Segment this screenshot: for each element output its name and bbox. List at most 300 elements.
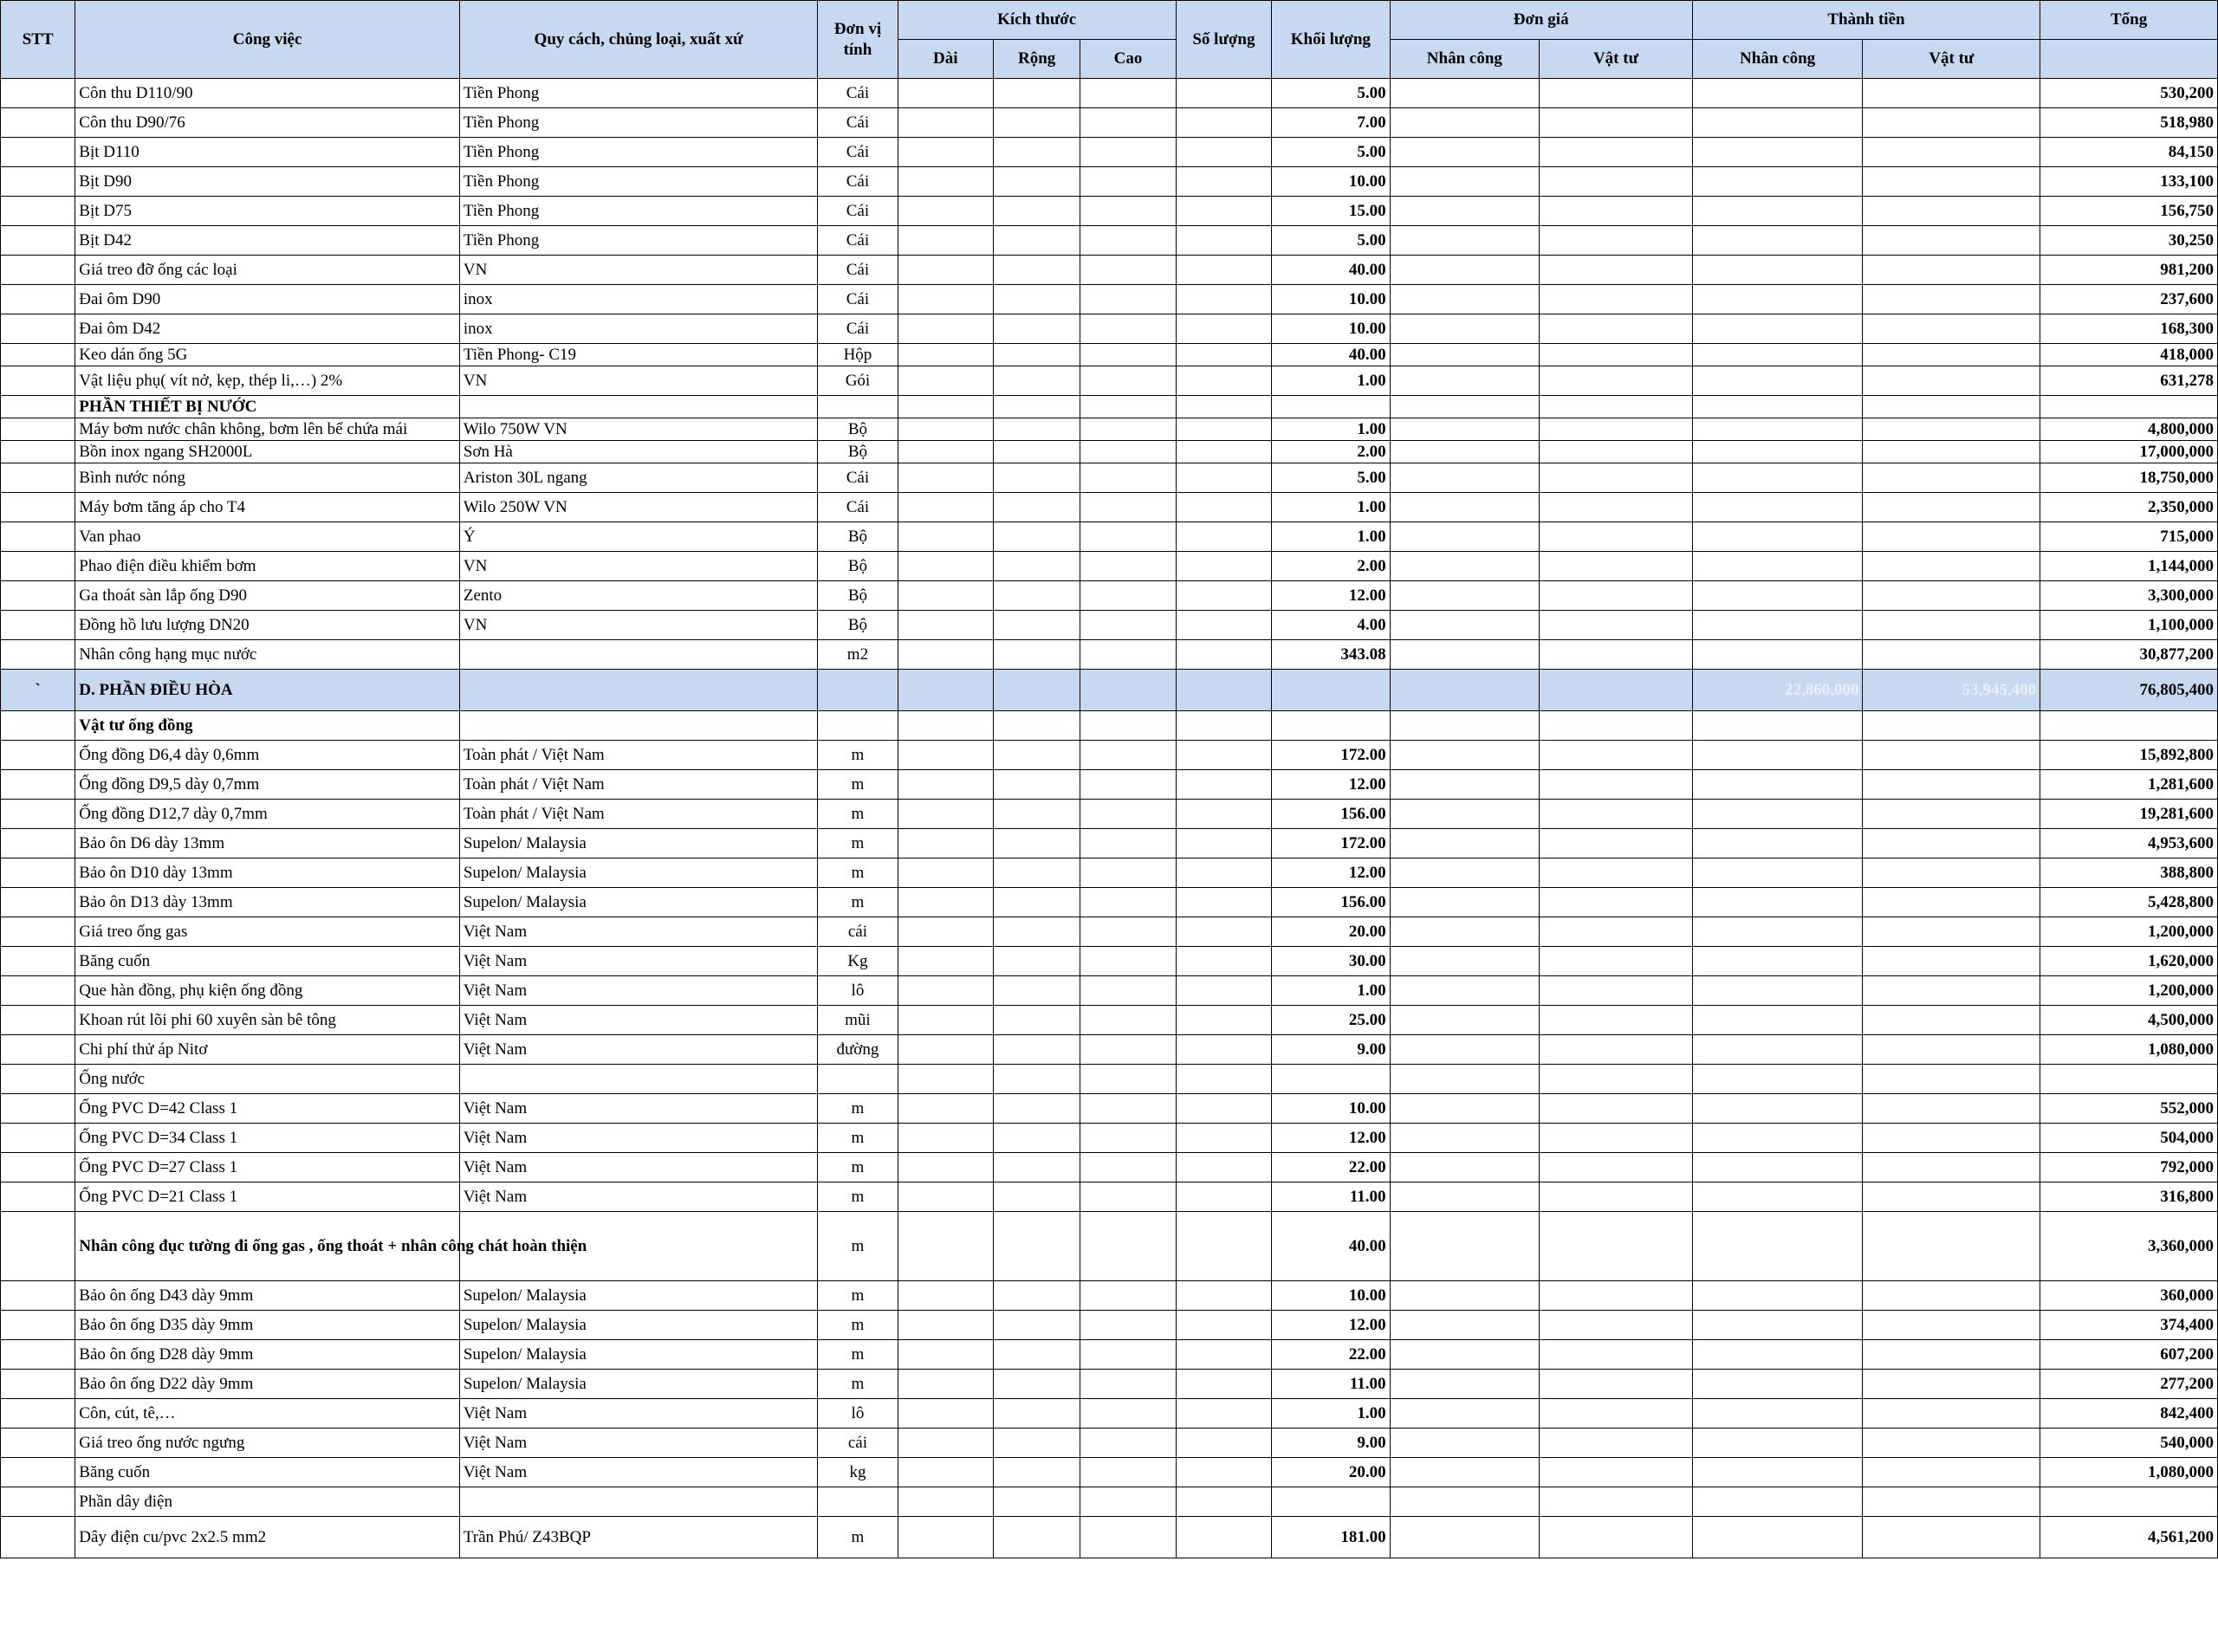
cell-rong[interactable] xyxy=(993,711,1080,741)
cell-thanh-tien-vat-tu[interactable] xyxy=(1863,1153,2040,1182)
cell-quy-cach[interactable]: Việt Nam xyxy=(459,1182,817,1212)
cell-don-gia-nhan-cong[interactable] xyxy=(1390,314,1540,344)
cell-thanh-tien-nhan-cong[interactable] xyxy=(1692,888,1863,917)
cell-quy-cach[interactable]: Ý xyxy=(459,522,817,552)
cell-so-luong[interactable] xyxy=(1176,167,1271,197)
cell-cong-viec[interactable]: Băng cuốn xyxy=(75,1458,460,1487)
cell-dai[interactable] xyxy=(898,493,993,522)
cell-cong-viec[interactable]: Bịt D75 xyxy=(75,197,460,226)
cell-don-vi[interactable] xyxy=(818,1487,898,1517)
header-don-vi[interactable]: Đơn vị tính xyxy=(818,1,898,79)
cell-dai[interactable] xyxy=(898,167,993,197)
cell-tong[interactable]: 1,144,000 xyxy=(2040,552,2218,581)
cell-khoi-luong[interactable]: 7.00 xyxy=(1272,108,1390,138)
cell-rong[interactable] xyxy=(993,1006,1080,1035)
cell-cao[interactable] xyxy=(1080,770,1176,800)
cell-tong[interactable]: 388,800 xyxy=(2040,858,2218,888)
cell-cao[interactable] xyxy=(1080,441,1176,463)
cell-quy-cach[interactable]: VN xyxy=(459,366,817,396)
cell-stt[interactable] xyxy=(1,858,75,888)
cell-tong[interactable]: 3,360,000 xyxy=(2040,1212,2218,1281)
cell-don-gia-nhan-cong[interactable] xyxy=(1390,1094,1540,1124)
cell-thanh-tien-nhan-cong[interactable] xyxy=(1692,917,1863,947)
cell-so-luong[interactable] xyxy=(1176,418,1271,441)
cell-don-gia-nhan-cong[interactable] xyxy=(1390,1006,1540,1035)
cell-thanh-tien-nhan-cong[interactable] xyxy=(1692,552,1863,581)
cell-don-vi[interactable] xyxy=(818,670,898,711)
cell-don-vi[interactable]: Cái xyxy=(818,197,898,226)
cell-tong[interactable]: 1,620,000 xyxy=(2040,947,2218,976)
cell-don-gia-nhan-cong[interactable] xyxy=(1390,441,1540,463)
cell-don-vi[interactable]: Hộp xyxy=(818,344,898,366)
cell-tong[interactable]: 607,200 xyxy=(2040,1340,2218,1370)
cell-so-luong[interactable] xyxy=(1176,226,1271,256)
cell-cong-viec[interactable]: Ống PVC D=42 Class 1 xyxy=(75,1094,460,1124)
cell-khoi-luong[interactable]: 10.00 xyxy=(1272,285,1390,314)
cell-cong-viec[interactable]: Giá treo ống nước ngưng xyxy=(75,1428,460,1458)
cell-thanh-tien-nhan-cong[interactable] xyxy=(1692,1035,1863,1065)
cell-thanh-tien-vat-tu[interactable] xyxy=(1863,1281,2040,1311)
cell-khoi-luong[interactable]: 2.00 xyxy=(1272,441,1390,463)
cell-don-gia-nhan-cong[interactable] xyxy=(1390,858,1540,888)
cell-rong[interactable] xyxy=(993,314,1080,344)
cell-don-gia-nhan-cong[interactable] xyxy=(1390,741,1540,770)
cell-don-gia-vat-tu[interactable] xyxy=(1540,1182,1693,1212)
cell-don-vi[interactable]: Bộ xyxy=(818,418,898,441)
cell-dai[interactable] xyxy=(898,226,993,256)
cell-so-luong[interactable] xyxy=(1176,79,1271,108)
cell-khoi-luong[interactable]: 1.00 xyxy=(1272,522,1390,552)
cell-cong-viec[interactable]: Phần dây điện xyxy=(75,1487,460,1517)
cell-rong[interactable] xyxy=(993,1517,1080,1558)
cell-so-luong[interactable] xyxy=(1176,108,1271,138)
cell-thanh-tien-nhan-cong[interactable] xyxy=(1692,1006,1863,1035)
cell-don-vi[interactable]: Bộ xyxy=(818,611,898,640)
cell-don-vi[interactable]: m xyxy=(818,1182,898,1212)
cell-stt[interactable] xyxy=(1,138,75,167)
cell-don-vi[interactable]: Cái xyxy=(818,79,898,108)
cell-cao[interactable] xyxy=(1080,1065,1176,1094)
cell-cong-viec[interactable]: Bịt D90 xyxy=(75,167,460,197)
cell-rong[interactable] xyxy=(993,858,1080,888)
cell-thanh-tien-vat-tu[interactable] xyxy=(1863,858,2040,888)
cell-khoi-luong[interactable] xyxy=(1272,1065,1390,1094)
cell-don-gia-vat-tu[interactable] xyxy=(1540,858,1693,888)
cell-thanh-tien-vat-tu[interactable] xyxy=(1863,611,2040,640)
cell-khoi-luong[interactable]: 40.00 xyxy=(1272,344,1390,366)
cell-tong[interactable]: 2,350,000 xyxy=(2040,493,2218,522)
cell-quy-cach[interactable]: Wilo 250W VN xyxy=(459,493,817,522)
cell-thanh-tien-vat-tu[interactable] xyxy=(1863,366,2040,396)
cell-tong[interactable]: 374,400 xyxy=(2040,1311,2218,1340)
cell-rong[interactable] xyxy=(993,79,1080,108)
cell-thanh-tien-nhan-cong[interactable]: 22,860,000 xyxy=(1692,670,1863,711)
cell-cong-viec[interactable]: Bảo ôn D6 dày 13mm xyxy=(75,829,460,858)
cell-thanh-tien-vat-tu[interactable] xyxy=(1863,1065,2040,1094)
cell-khoi-luong[interactable]: 22.00 xyxy=(1272,1153,1390,1182)
cell-dai[interactable] xyxy=(898,418,993,441)
cell-thanh-tien-vat-tu[interactable] xyxy=(1863,418,2040,441)
header-tong-blank[interactable] xyxy=(2040,40,2218,79)
cell-stt[interactable] xyxy=(1,829,75,858)
cell-don-gia-vat-tu[interactable] xyxy=(1540,1370,1693,1399)
cell-so-luong[interactable] xyxy=(1176,366,1271,396)
cell-don-vi[interactable] xyxy=(818,396,898,418)
cell-dai[interactable] xyxy=(898,829,993,858)
cell-tong[interactable]: 84,150 xyxy=(2040,138,2218,167)
cell-rong[interactable] xyxy=(993,741,1080,770)
cell-khoi-luong[interactable]: 11.00 xyxy=(1272,1182,1390,1212)
cell-so-luong[interactable] xyxy=(1176,197,1271,226)
cell-dai[interactable] xyxy=(898,1006,993,1035)
cell-thanh-tien-vat-tu[interactable] xyxy=(1863,1487,2040,1517)
cell-rong[interactable] xyxy=(993,888,1080,917)
cell-don-vi[interactable]: m xyxy=(818,800,898,829)
cell-quy-cach[interactable]: Toàn phát / Việt Nam xyxy=(459,770,817,800)
cell-rong[interactable] xyxy=(993,1124,1080,1153)
cell-thanh-tien-nhan-cong[interactable] xyxy=(1692,581,1863,611)
cell-so-luong[interactable] xyxy=(1176,947,1271,976)
cell-don-gia-vat-tu[interactable] xyxy=(1540,493,1693,522)
cell-so-luong[interactable] xyxy=(1176,138,1271,167)
cell-quy-cach[interactable]: Việt Nam xyxy=(459,1124,817,1153)
cell-tong[interactable]: 237,600 xyxy=(2040,285,2218,314)
cell-cong-viec[interactable]: Đồng hồ lưu lượng DN20 xyxy=(75,611,460,640)
cell-rong[interactable] xyxy=(993,1094,1080,1124)
cell-cong-viec[interactable]: Máy bơm nước chân không, bơm lên bể chứa mái xyxy=(75,418,460,441)
cell-thanh-tien-nhan-cong[interactable] xyxy=(1692,344,1863,366)
cell-dai[interactable] xyxy=(898,79,993,108)
header-cong-viec[interactable]: Công việc xyxy=(75,1,460,79)
cell-cao[interactable] xyxy=(1080,226,1176,256)
cell-stt[interactable] xyxy=(1,167,75,197)
cell-cao[interactable] xyxy=(1080,1182,1176,1212)
cell-khoi-luong[interactable]: 1.00 xyxy=(1272,418,1390,441)
cell-rong[interactable] xyxy=(993,1399,1080,1428)
cell-don-gia-nhan-cong[interactable] xyxy=(1390,396,1540,418)
cell-so-luong[interactable] xyxy=(1176,1458,1271,1487)
cell-don-gia-nhan-cong[interactable] xyxy=(1390,917,1540,947)
cell-rong[interactable] xyxy=(993,581,1080,611)
cell-stt[interactable] xyxy=(1,1487,75,1517)
cell-rong[interactable] xyxy=(993,441,1080,463)
cell-stt[interactable] xyxy=(1,1094,75,1124)
cell-quy-cach[interactable]: VN xyxy=(459,256,817,285)
cell-khoi-luong[interactable]: 9.00 xyxy=(1272,1035,1390,1065)
cell-cong-viec[interactable]: Côn thu D110/90 xyxy=(75,79,460,108)
cell-so-luong[interactable] xyxy=(1176,917,1271,947)
cell-tong[interactable]: 156,750 xyxy=(2040,197,2218,226)
cell-thanh-tien-vat-tu[interactable] xyxy=(1863,493,2040,522)
cell-thanh-tien-vat-tu[interactable] xyxy=(1863,1212,2040,1281)
cell-cong-viec[interactable]: PHẦN THIẾT BỊ NƯỚC xyxy=(75,396,460,418)
cell-tong[interactable]: 842,400 xyxy=(2040,1399,2218,1428)
cell-stt[interactable] xyxy=(1,1035,75,1065)
cell-stt[interactable] xyxy=(1,463,75,493)
cell-don-gia-nhan-cong[interactable] xyxy=(1390,344,1540,366)
cell-thanh-tien-nhan-cong[interactable] xyxy=(1692,1399,1863,1428)
cell-don-gia-nhan-cong[interactable] xyxy=(1390,947,1540,976)
cell-thanh-tien-vat-tu[interactable] xyxy=(1863,441,2040,463)
cell-cao[interactable] xyxy=(1080,1458,1176,1487)
cell-thanh-tien-vat-tu[interactable] xyxy=(1863,770,2040,800)
cell-don-vi[interactable]: m xyxy=(818,1340,898,1370)
cell-cong-viec[interactable]: Bịt D110 xyxy=(75,138,460,167)
cell-rong[interactable] xyxy=(993,285,1080,314)
cell-don-gia-vat-tu[interactable] xyxy=(1540,1281,1693,1311)
cell-so-luong[interactable] xyxy=(1176,1065,1271,1094)
cell-don-gia-vat-tu[interactable] xyxy=(1540,1399,1693,1428)
cell-quy-cach[interactable]: Supelon/ Malaysia xyxy=(459,1311,817,1340)
cell-dai[interactable] xyxy=(898,1399,993,1428)
cell-cao[interactable] xyxy=(1080,1487,1176,1517)
cell-so-luong[interactable] xyxy=(1176,1212,1271,1281)
cell-cao[interactable] xyxy=(1080,858,1176,888)
cell-don-gia-vat-tu[interactable] xyxy=(1540,917,1693,947)
cell-dai[interactable] xyxy=(898,670,993,711)
cell-don-vi[interactable]: lô xyxy=(818,976,898,1006)
cell-rong[interactable] xyxy=(993,1458,1080,1487)
cell-tong[interactable]: 277,200 xyxy=(2040,1370,2218,1399)
cell-cao[interactable] xyxy=(1080,463,1176,493)
cell-stt[interactable] xyxy=(1,396,75,418)
cell-don-gia-vat-tu[interactable] xyxy=(1540,256,1693,285)
cell-stt[interactable] xyxy=(1,800,75,829)
cell-dai[interactable] xyxy=(898,1487,993,1517)
cell-thanh-tien-vat-tu[interactable] xyxy=(1863,829,2040,858)
cell-don-gia-nhan-cong[interactable] xyxy=(1390,418,1540,441)
cell-cao[interactable] xyxy=(1080,314,1176,344)
cell-rong[interactable] xyxy=(993,1212,1080,1281)
cell-cao[interactable] xyxy=(1080,552,1176,581)
cell-quy-cach[interactable]: Việt Nam xyxy=(459,947,817,976)
cell-rong[interactable] xyxy=(993,463,1080,493)
header-thanh-tien-vat-tu[interactable]: Vật tư xyxy=(1863,40,2040,79)
cell-stt[interactable] xyxy=(1,79,75,108)
cell-so-luong[interactable] xyxy=(1176,314,1271,344)
cell-cong-viec[interactable]: Nhân công hạng mục nước xyxy=(75,640,460,670)
cell-so-luong[interactable] xyxy=(1176,1428,1271,1458)
cell-don-gia-nhan-cong[interactable] xyxy=(1390,256,1540,285)
cell-tong[interactable]: 4,561,200 xyxy=(2040,1517,2218,1558)
cell-thanh-tien-nhan-cong[interactable] xyxy=(1692,197,1863,226)
cell-don-gia-nhan-cong[interactable] xyxy=(1390,138,1540,167)
cell-don-gia-nhan-cong[interactable] xyxy=(1390,1487,1540,1517)
cell-don-vi[interactable]: m xyxy=(818,1094,898,1124)
cell-stt[interactable] xyxy=(1,611,75,640)
cell-thanh-tien-vat-tu[interactable] xyxy=(1863,581,2040,611)
cell-so-luong[interactable] xyxy=(1176,1311,1271,1340)
cell-quy-cach[interactable]: Ariston 30L ngang xyxy=(459,463,817,493)
cell-cao[interactable] xyxy=(1080,1399,1176,1428)
cell-don-gia-vat-tu[interactable] xyxy=(1540,1094,1693,1124)
cell-cong-viec[interactable]: Bịt D42 xyxy=(75,226,460,256)
cell-quy-cach[interactable]: Toàn phát / Việt Nam xyxy=(459,741,817,770)
cell-don-vi[interactable]: Cái xyxy=(818,167,898,197)
cell-stt[interactable] xyxy=(1,1006,75,1035)
cell-thanh-tien-vat-tu[interactable] xyxy=(1863,711,2040,741)
cell-quy-cach[interactable]: Supelon/ Malaysia xyxy=(459,888,817,917)
cell-so-luong[interactable] xyxy=(1176,741,1271,770)
cell-don-gia-vat-tu[interactable] xyxy=(1540,441,1693,463)
cell-cong-viec[interactable]: Côn thu D90/76 xyxy=(75,108,460,138)
cell-rong[interactable] xyxy=(993,1311,1080,1340)
cell-tong[interactable]: 518,980 xyxy=(2040,108,2218,138)
cell-stt[interactable] xyxy=(1,1281,75,1311)
cell-khoi-luong[interactable]: 343.08 xyxy=(1272,640,1390,670)
cell-so-luong[interactable] xyxy=(1176,1035,1271,1065)
cell-cong-viec[interactable]: Dây điện cu/pvc 2x2.5 mm2 xyxy=(75,1517,460,1558)
cell-cong-viec[interactable]: Bảo ôn D13 dày 13mm xyxy=(75,888,460,917)
cell-dai[interactable] xyxy=(898,441,993,463)
cell-dai[interactable] xyxy=(898,197,993,226)
cell-don-vi[interactable]: m xyxy=(818,1153,898,1182)
cell-cao[interactable] xyxy=(1080,522,1176,552)
cell-so-luong[interactable] xyxy=(1176,670,1271,711)
cell-don-gia-vat-tu[interactable] xyxy=(1540,640,1693,670)
cell-rong[interactable] xyxy=(993,1035,1080,1065)
cell-don-vi[interactable]: Gói xyxy=(818,366,898,396)
cell-thanh-tien-nhan-cong[interactable] xyxy=(1692,1487,1863,1517)
cell-don-gia-nhan-cong[interactable] xyxy=(1390,1340,1540,1370)
header-kich-thuoc[interactable]: Kích thước xyxy=(898,1,1176,40)
cell-cao[interactable] xyxy=(1080,670,1176,711)
cell-khoi-luong[interactable]: 10.00 xyxy=(1272,167,1390,197)
cell-cao[interactable] xyxy=(1080,741,1176,770)
cell-tong[interactable]: 168,300 xyxy=(2040,314,2218,344)
cell-cong-viec[interactable]: Vật tư ống đồng xyxy=(75,711,460,741)
cell-thanh-tien-nhan-cong[interactable] xyxy=(1692,418,1863,441)
cell-don-vi[interactable]: m2 xyxy=(818,640,898,670)
cell-tong[interactable]: 4,800,000 xyxy=(2040,418,2218,441)
cell-don-gia-vat-tu[interactable] xyxy=(1540,79,1693,108)
cell-don-vi[interactable]: m xyxy=(818,1370,898,1399)
cell-stt[interactable] xyxy=(1,1428,75,1458)
cell-don-gia-vat-tu[interactable] xyxy=(1540,711,1693,741)
cell-don-gia-vat-tu[interactable] xyxy=(1540,1124,1693,1153)
cell-rong[interactable] xyxy=(993,366,1080,396)
cell-cao[interactable] xyxy=(1080,79,1176,108)
cell-dai[interactable] xyxy=(898,858,993,888)
cell-tong[interactable]: 4,500,000 xyxy=(2040,1006,2218,1035)
cell-quy-cach[interactable]: Việt Nam xyxy=(459,1094,817,1124)
cell-don-gia-vat-tu[interactable] xyxy=(1540,1487,1693,1517)
cell-dai[interactable] xyxy=(898,800,993,829)
cell-thanh-tien-nhan-cong[interactable] xyxy=(1692,226,1863,256)
cell-quy-cach[interactable]: Việt Nam xyxy=(459,1006,817,1035)
cell-thanh-tien-vat-tu[interactable] xyxy=(1863,640,2040,670)
header-rong[interactable]: Rộng xyxy=(993,40,1080,79)
cell-stt[interactable] xyxy=(1,640,75,670)
cell-rong[interactable] xyxy=(993,344,1080,366)
cell-rong[interactable] xyxy=(993,1340,1080,1370)
cell-don-gia-vat-tu[interactable] xyxy=(1540,829,1693,858)
cell-quy-cach[interactable]: Tiền Phong xyxy=(459,226,817,256)
cell-cong-viec[interactable]: Van phao xyxy=(75,522,460,552)
cell-don-vi[interactable]: Cái xyxy=(818,256,898,285)
cell-cao[interactable] xyxy=(1080,1340,1176,1370)
cell-stt[interactable] xyxy=(1,1212,75,1281)
cell-thanh-tien-nhan-cong[interactable] xyxy=(1692,366,1863,396)
cell-don-vi[interactable]: kg xyxy=(818,1458,898,1487)
cell-quy-cach[interactable]: Tiền Phong xyxy=(459,79,817,108)
cell-cong-viec[interactable]: Chi phí thử áp Nitơ xyxy=(75,1035,460,1065)
cell-don-gia-nhan-cong[interactable] xyxy=(1390,197,1540,226)
cell-thanh-tien-nhan-cong[interactable] xyxy=(1692,1311,1863,1340)
cell-thanh-tien-vat-tu[interactable] xyxy=(1863,976,2040,1006)
cell-rong[interactable] xyxy=(993,829,1080,858)
cell-dai[interactable] xyxy=(898,581,993,611)
cell-tong[interactable]: 15,892,800 xyxy=(2040,741,2218,770)
cell-thanh-tien-vat-tu[interactable] xyxy=(1863,1094,2040,1124)
cell-stt[interactable] xyxy=(1,285,75,314)
cell-rong[interactable] xyxy=(993,552,1080,581)
cell-quy-cach[interactable]: Tiền Phong xyxy=(459,138,817,167)
cell-don-gia-nhan-cong[interactable] xyxy=(1390,463,1540,493)
cell-don-gia-nhan-cong[interactable] xyxy=(1390,1428,1540,1458)
cell-dai[interactable] xyxy=(898,640,993,670)
cell-stt[interactable] xyxy=(1,1399,75,1428)
cell-don-gia-nhan-cong[interactable] xyxy=(1390,167,1540,197)
cell-thanh-tien-nhan-cong[interactable] xyxy=(1692,611,1863,640)
cell-quy-cach[interactable]: inox xyxy=(459,314,817,344)
cell-rong[interactable] xyxy=(993,1428,1080,1458)
cell-don-gia-nhan-cong[interactable] xyxy=(1390,581,1540,611)
cell-don-gia-vat-tu[interactable] xyxy=(1540,1153,1693,1182)
cell-thanh-tien-nhan-cong[interactable] xyxy=(1692,976,1863,1006)
cell-dai[interactable] xyxy=(898,138,993,167)
cell-thanh-tien-vat-tu[interactable] xyxy=(1863,79,2040,108)
cell-khoi-luong[interactable] xyxy=(1272,396,1390,418)
cell-quy-cach[interactable]: Supelon/ Malaysia xyxy=(459,858,817,888)
header-don-gia[interactable]: Đơn giá xyxy=(1390,1,1692,40)
cell-so-luong[interactable] xyxy=(1176,1281,1271,1311)
cell-dai[interactable] xyxy=(898,314,993,344)
cell-rong[interactable] xyxy=(993,256,1080,285)
cell-thanh-tien-nhan-cong[interactable] xyxy=(1692,829,1863,858)
header-tong[interactable]: Tổng xyxy=(2040,1,2218,40)
cell-cong-viec[interactable]: Côn, cút, tê,… xyxy=(75,1399,460,1428)
cell-khoi-luong[interactable]: 10.00 xyxy=(1272,1281,1390,1311)
cell-stt[interactable] xyxy=(1,256,75,285)
cell-don-gia-vat-tu[interactable] xyxy=(1540,1458,1693,1487)
cell-don-vi[interactable]: m xyxy=(818,1212,898,1281)
cell-khoi-luong[interactable]: 10.00 xyxy=(1272,314,1390,344)
cell-so-luong[interactable] xyxy=(1176,1124,1271,1153)
cell-tong[interactable]: 1,100,000 xyxy=(2040,611,2218,640)
cell-so-luong[interactable] xyxy=(1176,858,1271,888)
cell-rong[interactable] xyxy=(993,1370,1080,1399)
cell-cong-viec[interactable]: Đai ôm D90 xyxy=(75,285,460,314)
cell-don-gia-vat-tu[interactable] xyxy=(1540,976,1693,1006)
cell-thanh-tien-nhan-cong[interactable] xyxy=(1692,1182,1863,1212)
cell-thanh-tien-nhan-cong[interactable] xyxy=(1692,108,1863,138)
cell-quy-cach[interactable]: VN xyxy=(459,611,817,640)
cell-khoi-luong[interactable] xyxy=(1272,670,1390,711)
cell-thanh-tien-nhan-cong[interactable] xyxy=(1692,1065,1863,1094)
cell-don-gia-vat-tu[interactable] xyxy=(1540,285,1693,314)
cell-khoi-luong[interactable]: 156.00 xyxy=(1272,800,1390,829)
cell-so-luong[interactable] xyxy=(1176,441,1271,463)
cell-cong-viec[interactable]: Nhân công đục tường đi ống gas , ống thoát + nhân công chát hoàn thiện xyxy=(75,1212,460,1281)
cell-cao[interactable] xyxy=(1080,493,1176,522)
cell-stt[interactable] xyxy=(1,888,75,917)
cell-rong[interactable] xyxy=(993,670,1080,711)
cell-tong[interactable]: 792,000 xyxy=(2040,1153,2218,1182)
cell-thanh-tien-vat-tu[interactable] xyxy=(1863,285,2040,314)
cell-tong[interactable]: 1,200,000 xyxy=(2040,976,2218,1006)
cell-so-luong[interactable] xyxy=(1176,1370,1271,1399)
